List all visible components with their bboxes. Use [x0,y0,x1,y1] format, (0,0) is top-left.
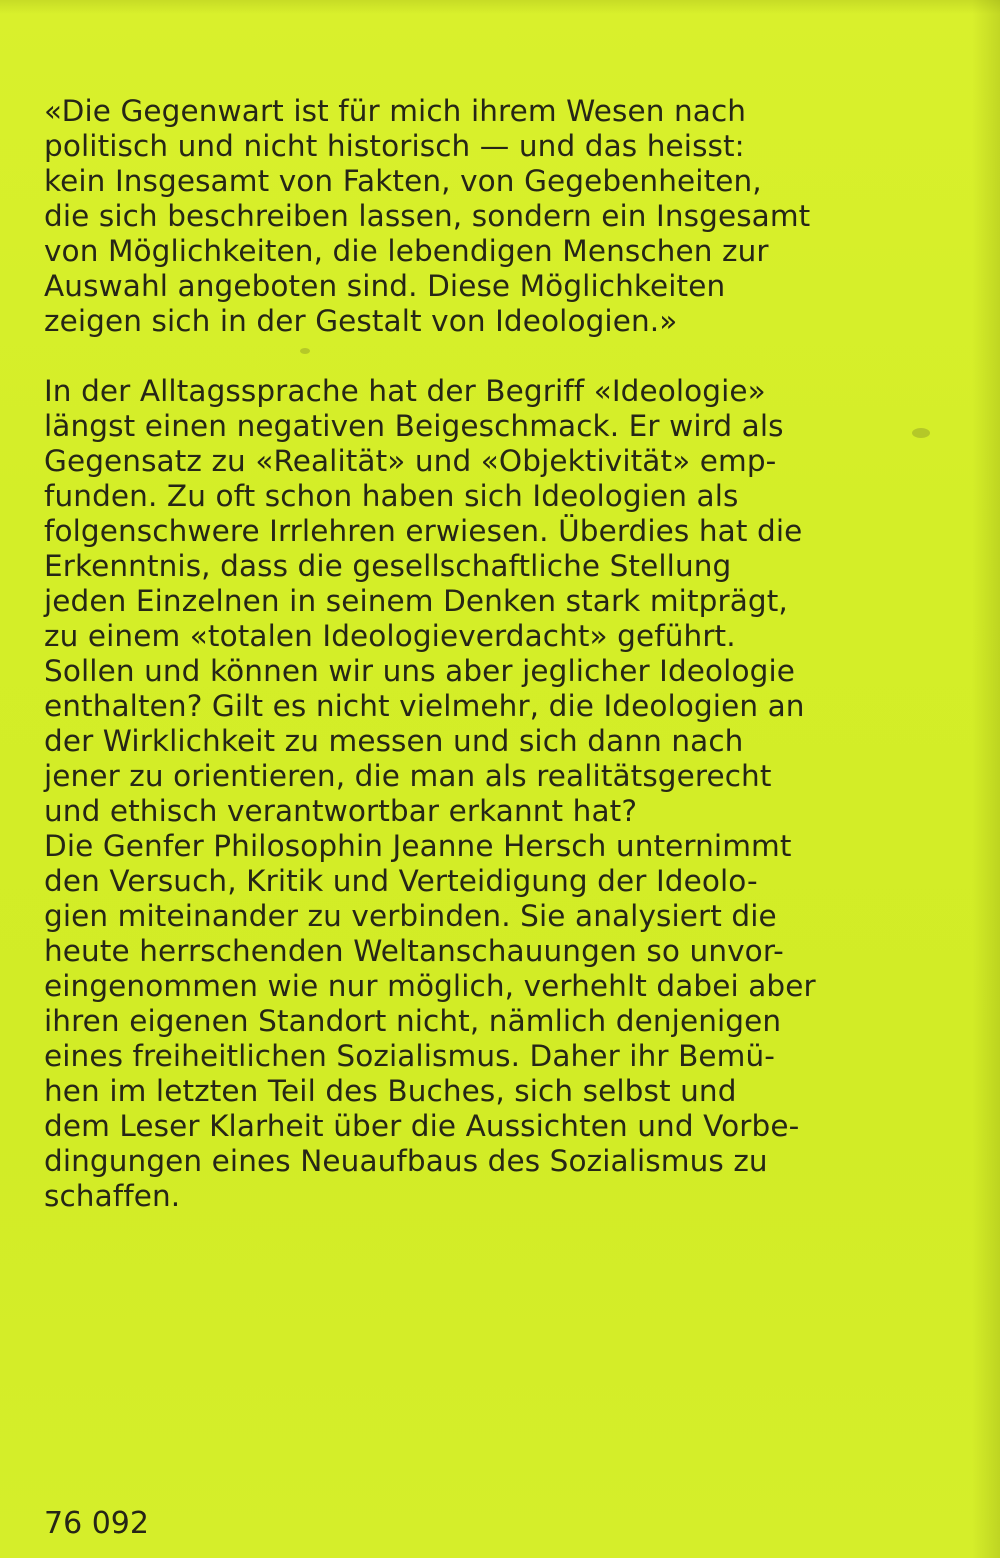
body-line: dem Leser Klarheit über die Aussichten und Vorbe- [44,1109,800,1143]
blurb-text [44,94,944,1214]
quote-line: zeigen sich in der Gestalt von Ideologien.» [44,304,678,338]
quote-line: politisch und nicht historisch — und das heisst: [44,129,745,163]
body-line: der Wirklichkeit zu messen und sich dann nach [44,724,744,758]
quote-paragraph [44,94,944,339]
catalog-number: 76 092 [44,1506,149,1541]
body-line: hen im letzten Teil des Buches, sich selbst und [44,1074,737,1108]
body-line: gien miteinander zu verbinden. Sie analysiert die [44,899,777,933]
cover-right-edge-shadow [972,0,1000,1558]
body-line: In der Alltagssprache hat der Begriff «Ideologie» [44,374,766,408]
cover-top-edge-shadow [0,0,1000,14]
quote-line: die sich beschreiben lassen, sondern ein Insgesamt [44,199,811,233]
body-line: Sollen und können wir uns aber jeglicher Ideologie [44,654,795,688]
quote-line: von Möglichkeiten, die lebendigen Menschen zur [44,234,769,268]
quote-line: kein Insgesamt von Fakten, von Gegebenheiten, [44,164,762,198]
body-line: enthalten? Gilt es nicht vielmehr, die Ideologien an [44,689,805,723]
body-line: zu einem «totalen Ideologieverdacht» geführt. [44,619,736,653]
body-line: Die Genfer Philosophin Jeanne Hersch unternimmt [44,829,792,863]
body-line: Gegensatz zu «Realität» und «Objektivität» emp- [44,444,777,478]
body-line: dingungen eines Neuaufbaus des Sozialismus zu [44,1144,768,1178]
quote-line: Auswahl angeboten sind. Diese Möglichkeiten [44,269,726,303]
body-line: eingenommen wie nur möglich, verhehlt dabei aber [44,969,816,1003]
body-line: jener zu orientieren, die man als realitätsgerecht [44,759,772,793]
body-line: eines freiheitlichen Sozialismus. Daher ihr Bemü- [44,1039,776,1073]
body-line: und ethisch verantwortbar erkannt hat? [44,794,638,828]
body-line: schaffen. [44,1179,181,1213]
body-line: ihren eigenen Standort nicht, nämlich denjenigen [44,1004,782,1038]
body-line: längst einen negativen Beigeschmack. Er wird als [44,409,784,443]
quote-line: «Die Gegenwart ist für mich ihrem Wesen nach [44,94,747,128]
body-line: heute herrschenden Weltanschauungen so unvor- [44,934,784,968]
body-line: funden. Zu oft schon haben sich Ideologien als [44,479,739,513]
body-line: Erkenntnis, dass die gesellschaftliche Stellung [44,549,732,583]
body-line: folgenschwere Irrlehren erwiesen. Überdies hat die [44,514,803,548]
body-line: den Versuch, Kritik und Verteidigung der Ideolo- [44,864,758,898]
body-line: jeden Einzelnen in seinem Denken stark mitprägt, [44,584,788,618]
paragraph-gap [44,339,944,374]
body-paragraph [44,374,944,1214]
